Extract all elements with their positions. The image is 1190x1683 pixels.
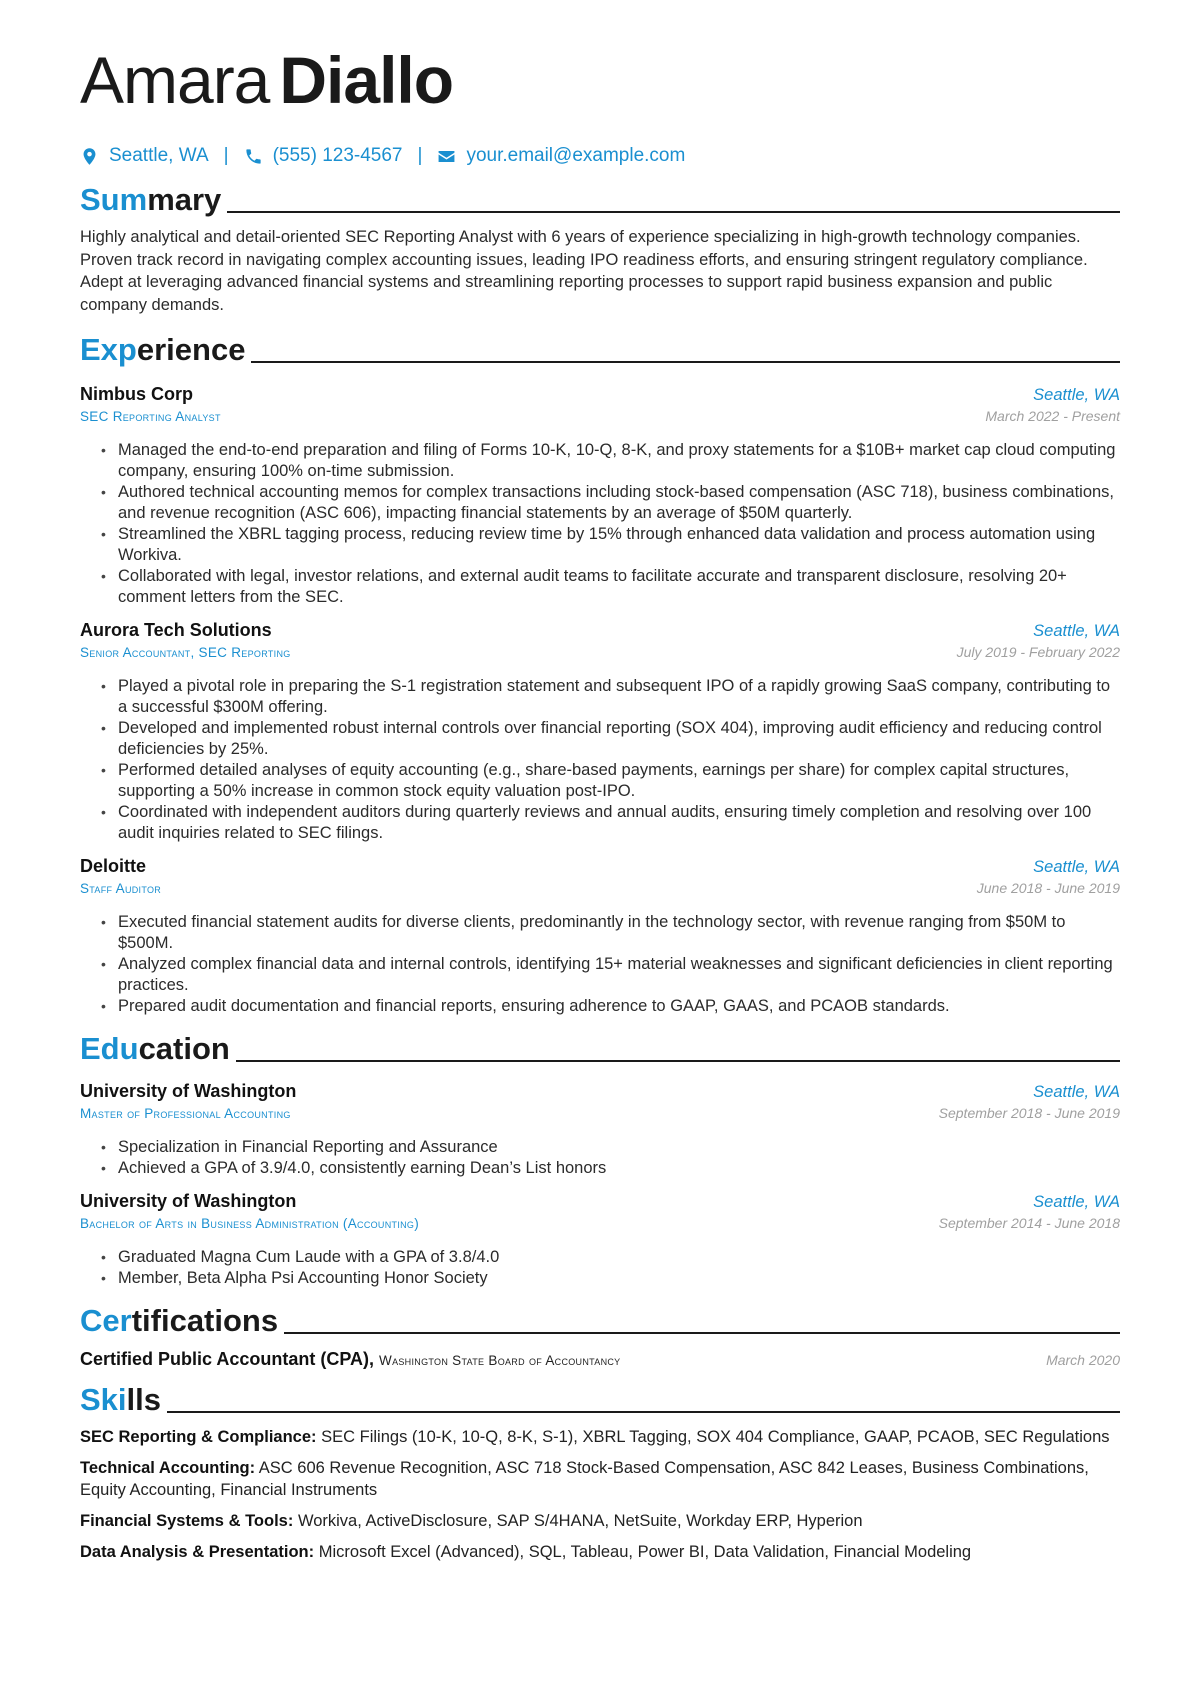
employer-name: Deloitte [80, 856, 147, 876]
section-title-rest: tifications [131, 1303, 279, 1338]
skill-category: Financial Systems & Tools: [80, 1512, 294, 1530]
location-text: Seattle, WA [109, 145, 209, 166]
section-title [80, 1303, 278, 1339]
contact-email[interactable] [437, 145, 685, 167]
school-name: University of Washington [80, 1191, 297, 1211]
email-text: your.email@example.com [466, 145, 686, 166]
job-title: Senior Accountant, SEC Reporting [80, 645, 291, 660]
school-name: University of Washington [80, 1081, 297, 1101]
section-title [80, 182, 221, 218]
certification-name: Certified Public Accountant (CPA) [80, 1349, 370, 1369]
section-title-rest: erience [136, 332, 246, 367]
bullet-item: • Executed financial statement audits for diverse clients, predominantly in the technology sector, with revenue ranging from $50M to $500M. [118, 912, 1120, 954]
section-title-accent: Exp [80, 332, 137, 367]
bullet-item: • Performed detailed analyses of equity accounting (e.g., share-based payments, earnings per share) for complex capital structures, supporting a 50% increase in common stock equity valuation post-IPO. [118, 760, 1120, 802]
skills-section-header [80, 1382, 1120, 1418]
bullet-item: • Authored technical accounting memos for complex transactions including stock-based compensation (ASC 718), business combinations, and revenue recognition (ASC 606), impacting financial statements by an average of $50M quarterly. [118, 482, 1120, 524]
section-title [80, 332, 245, 368]
bullet-item: • Achieved a GPA of 3.9/4.0, consistently earning Dean’s List honors [118, 1158, 1120, 1179]
entry-location: Seattle, WA [1033, 622, 1120, 640]
skill-category: Data Analysis & Presentation: [80, 1543, 315, 1561]
employer-name: Nimbus Corp [80, 384, 194, 404]
certification-entry [80, 1349, 1120, 1370]
skill-row [80, 1426, 1120, 1448]
section-divider [167, 1411, 1120, 1413]
contact-separator: | [417, 145, 423, 166]
entry-location: Seattle, WA [1033, 386, 1120, 404]
section-title-rest: lls [126, 1382, 161, 1417]
section-divider [284, 1332, 1120, 1334]
envelope-icon [437, 147, 456, 166]
skill-values: Microsoft Excel (Advanced), SQL, Tableau, Power BI, Data Validation, Financial Modeling [318, 1543, 972, 1561]
education-entry [80, 1081, 1120, 1179]
section-title-accent: Edu [80, 1031, 139, 1066]
education-entry [80, 1191, 1120, 1289]
entry-date: June 2018 - June 2019 [976, 880, 1120, 896]
contact-line [80, 144, 1120, 168]
entry-date: March 2022 - Present [985, 408, 1120, 424]
map-pin-icon [80, 147, 99, 166]
section-title-accent: Sum [80, 182, 148, 217]
bullet-item: • Member, Beta Alpha Psi Accounting Honor Society [118, 1268, 1120, 1289]
section-title [80, 1382, 161, 1418]
skill-values: SEC Filings (10-K, 10-Q, 8-K, S-1), XBRL Tagging, SOX 404 Compliance, GAAP, PCAOB, SEC Regulations [321, 1428, 1110, 1446]
summary-section-header [80, 182, 1120, 218]
section-title-rest: cation [138, 1031, 230, 1066]
entry-date: September 2014 - June 2018 [938, 1215, 1120, 1231]
bullet-item: • Developed and implemented robust internal controls over financial reporting (SOX 404), improving audit efficiency and reducing control deficiencies by 25%. [118, 718, 1120, 760]
section-divider [251, 361, 1120, 363]
job-title: Staff Auditor [80, 881, 162, 896]
first-name: Amara [80, 43, 270, 117]
phone-icon [244, 147, 263, 166]
bullet-item: • Specialization in Financial Reporting and Assurance [118, 1137, 1120, 1158]
entry-date: September 2018 - June 2019 [938, 1105, 1120, 1121]
bullet-list [80, 1247, 1120, 1289]
bullet-list [80, 1137, 1120, 1179]
experience-entry [80, 856, 1120, 1017]
degree-title: Bachelor of Arts in Business Administration (Accounting) [80, 1216, 420, 1231]
section-title-accent: Ski [80, 1382, 127, 1417]
contact-phone[interactable] [244, 145, 403, 167]
bullet-list [80, 912, 1120, 1017]
skill-row [80, 1457, 1120, 1501]
bullet-item: • Played a pivotal role in preparing the S-1 registration statement and subsequent IPO of a rapidly growing SaaS company, contributing to a successful $300M offering. [118, 676, 1120, 718]
section-title-rest: mary [147, 182, 222, 217]
section-divider [227, 211, 1120, 213]
certification-issuer: Washington State Board of Accountancy [379, 1353, 621, 1368]
contact-location [80, 145, 209, 167]
bullet-list [80, 676, 1120, 844]
bullet-item: • Analyzed complex financial data and internal controls, identifying 15+ material weaknesses and significant deficiencies in client reporting practices. [118, 954, 1120, 996]
summary-text: Highly analytical and detail-oriented SEC Reporting Analyst with 6 years of experience specializing in high-growth technology companies. Proven track record in navigating complex accounting issues, leading IPO readiness efforts, and ensuring stringent regulatory compliance. Adept at leveraging advanced financial systems and streamlining reporting processes to support rapid business expansion and public company demands. [80, 228, 1088, 314]
skills-list [80, 1426, 1120, 1563]
skill-category: Technical Accounting: [80, 1459, 256, 1477]
bullet-item: • Collaborated with legal, investor relations, and external audit teams to facilitate accurate and transparent disclosure, resolving 20+ comment letters from the SEC. [118, 566, 1120, 608]
section-title [80, 1031, 230, 1067]
bullet-item: • Graduated Magna Cum Laude with a GPA of 3.8/4.0 [118, 1247, 1120, 1268]
skill-values: Workiva, ActiveDisclosure, SAP S/4HANA, NetSuite, Workday ERP, Hyperion [297, 1512, 863, 1530]
skill-category: SEC Reporting & Compliance: [80, 1428, 317, 1446]
phone-text: (555) 123-4567 [272, 145, 403, 166]
last-name: Diallo [279, 43, 454, 117]
section-divider [236, 1060, 1120, 1062]
bullet-item: • Coordinated with independent auditors during quarterly reviews and annual audits, ensuring timely completion and resolving over 100 audit inquiries related to SEC filings. [118, 802, 1120, 844]
degree-title: Master of Professional Accounting [80, 1106, 291, 1121]
certification-label: Certified Public Accountant (CPA), Washington State Board of Accountancy [80, 1349, 621, 1369]
contact-separator: | [223, 145, 229, 166]
skill-row [80, 1510, 1120, 1532]
section-title-accent: Cer [80, 1303, 132, 1338]
experience-section-header [80, 332, 1120, 368]
employer-name: Aurora Tech Solutions [80, 620, 272, 640]
bullet-item: • Streamlined the XBRL tagging process, reducing review time by 15% through enhanced data validation and process automation using Workiva. [118, 524, 1120, 566]
candidate-name [80, 40, 1120, 120]
skill-row [80, 1541, 1120, 1563]
resume-content [80, 40, 1120, 1572]
entry-date: July 2019 - February 2022 [956, 644, 1120, 660]
education-section-header [80, 1031, 1120, 1067]
skill-values: ASC 606 Revenue Recognition, ASC 718 Stock-Based Compensation, ASC 842 Leases, Business Combinations, Equity Accounting, Financial Instruments [80, 1459, 1089, 1499]
entry-location: Seattle, WA [1033, 858, 1120, 876]
job-title: SEC Reporting Analyst [80, 409, 221, 424]
experience-entry [80, 620, 1120, 844]
entry-location: Seattle, WA [1033, 1083, 1120, 1101]
bullet-item: • Managed the end-to-end preparation and filing of Forms 10-K, 10-Q, 8-K, and proxy statements for a $10B+ market cap cloud computing company, ensuring 100% on-time submission. [118, 440, 1120, 482]
bullet-list [80, 440, 1120, 608]
entry-location: Seattle, WA [1033, 1193, 1120, 1211]
bullet-item: • Prepared audit documentation and financial reports, ensuring adherence to GAAP, GAAS, and PCAOB standards. [118, 996, 1120, 1017]
experience-entry [80, 384, 1120, 608]
certifications-section-header [80, 1303, 1120, 1339]
certification-date: March 2020 [1046, 1352, 1120, 1368]
